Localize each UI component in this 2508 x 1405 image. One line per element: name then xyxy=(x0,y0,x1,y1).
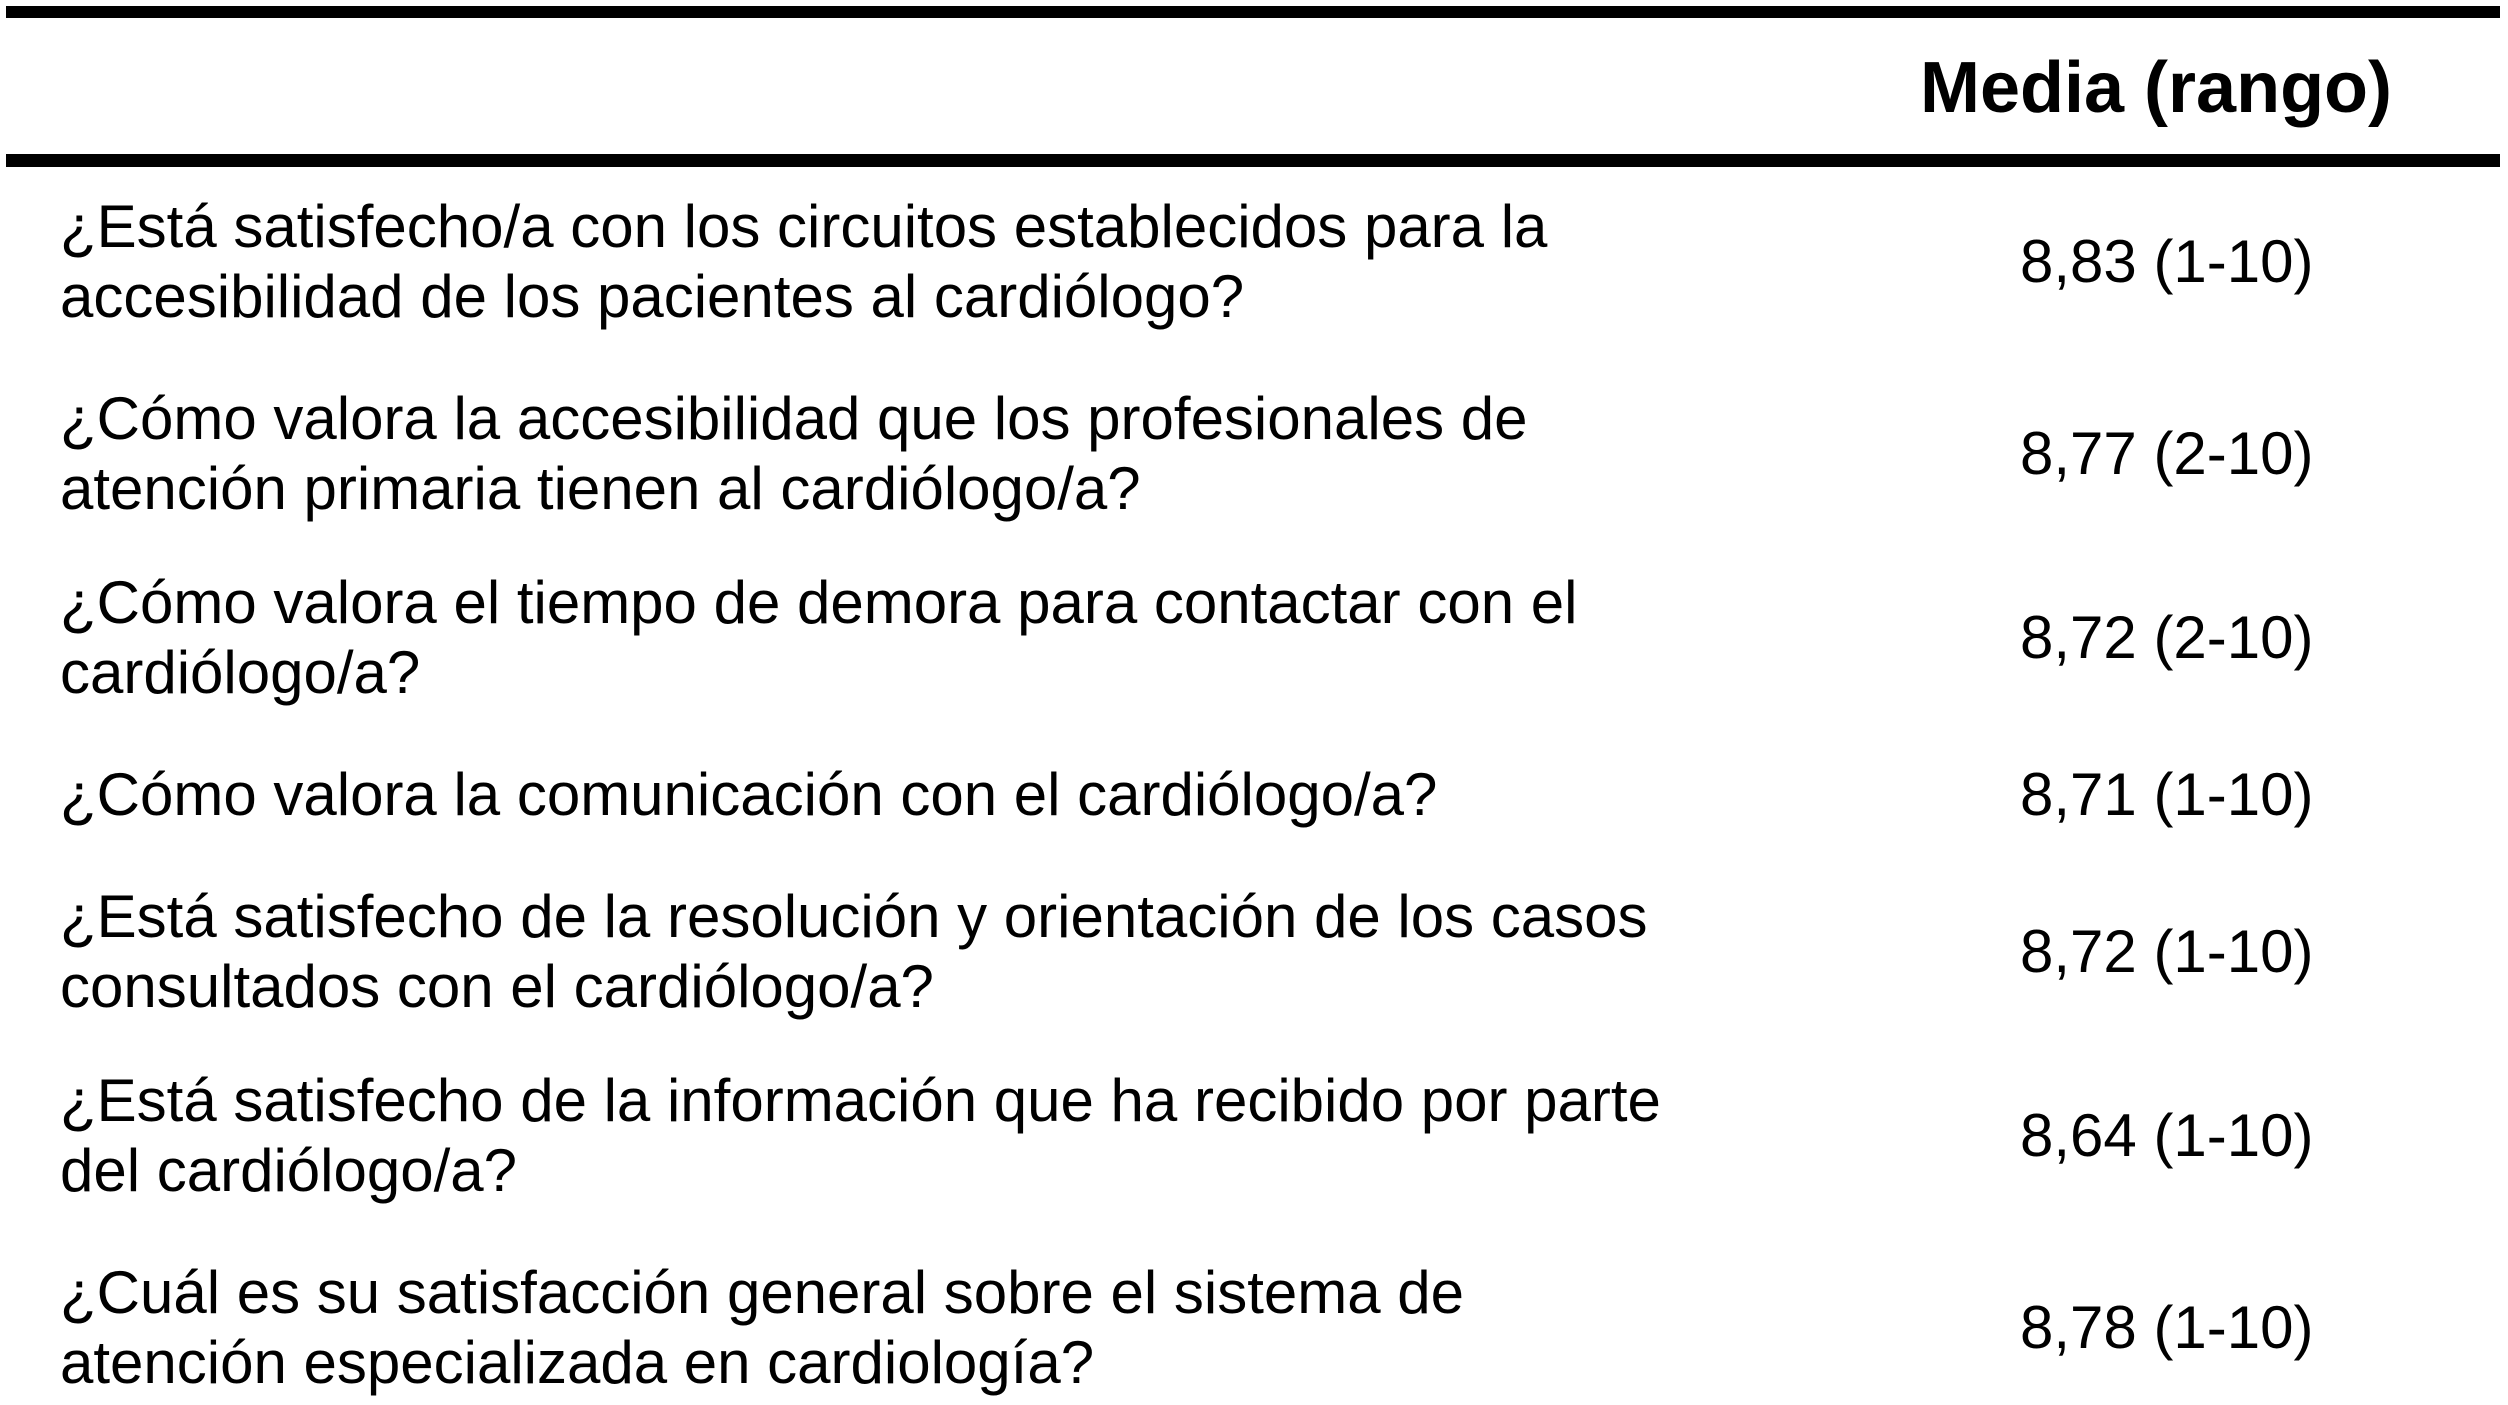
question-line: del cardiólogo/a? xyxy=(60,1137,518,1204)
mean-range-value: 8,77 (2-10) xyxy=(2020,420,2314,487)
column-header-media-rango: Media (rango) xyxy=(1920,48,2393,128)
question-line: ¿Cómo valora la accesibilidad que los profesionales de xyxy=(60,385,1528,452)
question-text xyxy=(60,384,1820,524)
question-text xyxy=(60,882,1820,1022)
question-line: ¿Está satisfecho de la resolución y orientación de los casos xyxy=(60,883,1648,950)
question-line: ¿Está satisfecho/a con los circuitos establecidos para la xyxy=(60,193,1548,260)
question-text xyxy=(60,1258,1820,1398)
question-text xyxy=(60,1066,1820,1206)
table-top-rule xyxy=(6,6,2500,18)
mean-range-value: 8,83 (1-10) xyxy=(2020,228,2314,295)
question-text xyxy=(60,760,1820,830)
question-text xyxy=(60,192,1820,332)
question-line: ¿Está satisfecho de la información que ha recibido por parte xyxy=(60,1067,1661,1134)
question-line: ¿Cuál es su satisfacción general sobre el sistema de xyxy=(60,1259,1465,1326)
question-line: consultados con el cardiólogo/a? xyxy=(60,953,934,1020)
question-line: cardiólogo/a? xyxy=(60,639,421,706)
question-line: atención especializada en cardiología? xyxy=(60,1329,1095,1396)
table-header-rule xyxy=(6,154,2500,167)
question-line: ¿Cómo valora la comunicación con el cardiólogo/a? xyxy=(60,761,1438,828)
mean-range-value: 8,71 (1-10) xyxy=(2020,761,2314,828)
question-text xyxy=(60,568,1820,708)
mean-range-value: 8,72 (2-10) xyxy=(2020,604,2314,671)
mean-range-value: 8,78 (1-10) xyxy=(2020,1294,2314,1361)
question-line: accesibilidad de los pacientes al cardiólogo? xyxy=(60,263,1245,330)
mean-range-value: 8,72 (1-10) xyxy=(2020,918,2314,985)
question-line: atención primaria tienen al cardiólogo/a? xyxy=(60,455,1141,522)
question-line: ¿Cómo valora el tiempo de demora para contactar con el xyxy=(60,569,1578,636)
mean-range-value: 8,64 (1-10) xyxy=(2020,1102,2314,1169)
